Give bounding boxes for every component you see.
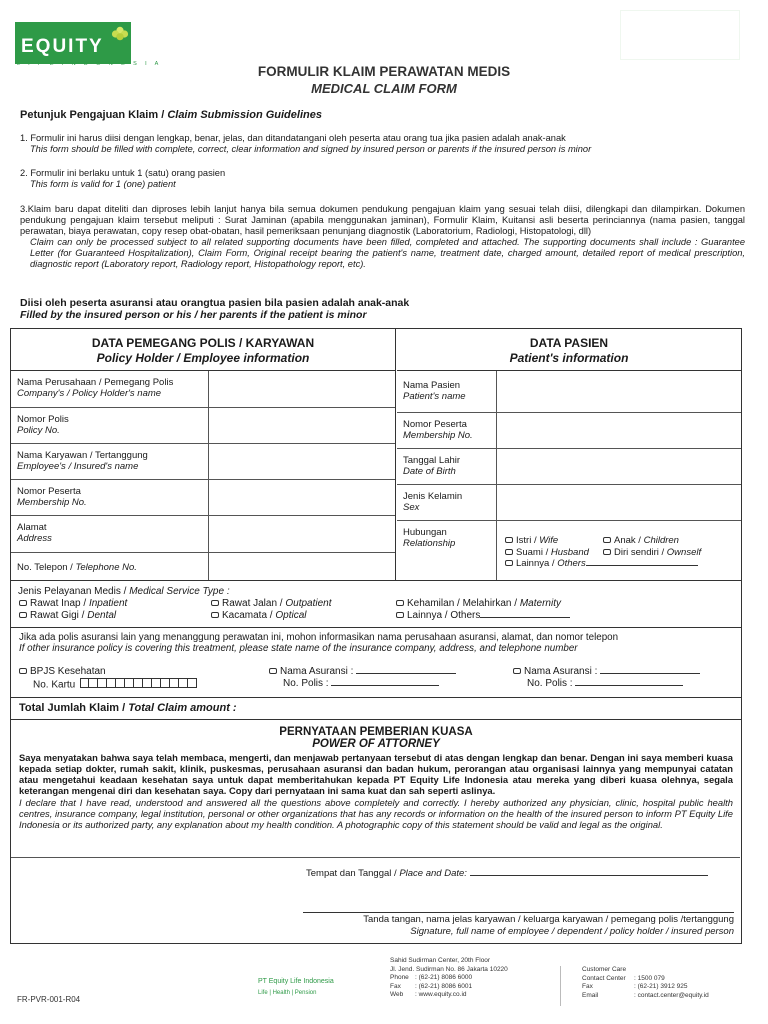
guideline-2: 2. Formulir ini berlaku untuk 1 (satu) orang pasien This form is valid for 1 (one) patient bbox=[20, 168, 226, 189]
data-table bbox=[10, 328, 742, 581]
checkbox[interactable] bbox=[505, 537, 513, 543]
service-type-section: Jenis Pelayanan Medis / Medical Service Type : Rawat Inap / Inpatient Rawat Jalan / Outpatient Kehamilan / Melahirkan / Maternity Rawat Gigi / Dental Kacamata / Optical Lainnya / Others bbox=[10, 581, 742, 628]
guideline-3: 3.Klaim baru dapat diteliti dan diproses lebih lanjut hanya bila semua dokumen pendukung pengajuan klaim yang sesuai telah diisi, dilengkapi dan dilampirkan. Dokumen pendukung pengajuan klaim tersebut meliputi : Surat Jaminan (apabila menggunakan jaminan), Formulir Klaim, Kuitansi asli beserta perinciannya (nama pasien, tanggal perawatan, biaya perawatan, copy resep obat-obatan, hasil pemeriksaan penunjang diagnostik (Laboratorium, Radiologi, Histopatologi, dll) Claim can only be processed subject to all related supporting documents have been filled, completed and attached. The supporting documents shall include : Guarantee Letter (for Guaranteed Hospitalization), Claim Form, Original receipt bearing the patient's name, treatment date, charged amount, detailed report of medical prescription, diagnostic report (Laboratory report, Radiology report, Histopathology report, etc). bbox=[20, 204, 745, 269]
inpatient-option[interactable]: Rawat Inap / Inpatient bbox=[19, 598, 211, 610]
checkbox[interactable] bbox=[269, 668, 277, 674]
phone-field[interactable]: No. Telepon / Telephone No. bbox=[11, 553, 395, 580]
checkbox[interactable] bbox=[603, 549, 611, 555]
other-service-option[interactable]: Lainnya / Others bbox=[396, 610, 570, 622]
rel-husband-option[interactable]: Suami / Husband bbox=[505, 547, 603, 559]
footer-address: Sahid Sudirman Center, 20th Floor Jl. Jend. Sudirman No. 86 Jakarta 10220 Phone : (62-21) 8086 6000 Fax : (62-21) 8086 6001 Web : www.equity.co.id bbox=[390, 957, 508, 998]
signature-caption: Tanda tangan, nama jelas karyawan / keluarga karyawan / pemegang polis /tertanggung Signature, full name of employee / dependent / policy holder / insured person bbox=[363, 914, 734, 937]
patient-name-field[interactable]: Nama Pasien Patient's name bbox=[397, 371, 741, 413]
insurer-1[interactable]: Nama Asuransi : No. Polis : bbox=[269, 666, 456, 690]
footer-tagline: Life | Health | Pension bbox=[258, 990, 317, 996]
checkbox[interactable] bbox=[19, 612, 27, 618]
employee-name-field[interactable]: Nama Karyawan / Tertanggung Employee's / Insured's name bbox=[11, 444, 395, 480]
checkbox[interactable] bbox=[211, 600, 219, 606]
form-title: FORMULIR KLAIM PERAWATAN MEDIS bbox=[257, 64, 511, 79]
policy-holder-section bbox=[11, 329, 396, 580]
sex-field[interactable]: Jenis Kelamin Sex bbox=[397, 485, 741, 521]
footer-customer-care: Customer Care Contact Center : 1500 079 Fax : (62-21) 3912 925 Email : contact.center@equity.id bbox=[582, 966, 709, 999]
checkbox[interactable] bbox=[513, 668, 521, 674]
insurer-2[interactable]: Nama Asuransi : No. Polis : bbox=[513, 666, 700, 690]
logo-subtitle: L I F E I N D O N E S I A bbox=[17, 61, 162, 67]
checkbox[interactable] bbox=[505, 560, 513, 566]
rel-children-option[interactable]: Anak / Children bbox=[603, 535, 679, 546]
checkbox[interactable] bbox=[603, 537, 611, 543]
leaf-icon bbox=[111, 25, 129, 43]
relationship-field: Hubungan Relationship Istri / Wife Anak / Children Suami / Husband Diri sendiri / Ownself Lainnya / Others bbox=[397, 521, 741, 580]
guideline-1: 1. Formulir ini harus diisi dengan lengkap, benar, jelas, dan ditandatangani oleh peserta atau orang tua jika pasien adalah anak-anak This form should be filled with complete, correct, clear information and signed by insured person or parents if the insured person is minor bbox=[20, 133, 592, 154]
checkbox[interactable] bbox=[505, 549, 513, 555]
dental-option[interactable]: Rawat Gigi / Dental bbox=[19, 610, 211, 622]
footer-email-link: : contact.center@equity.id bbox=[634, 991, 709, 999]
maternity-option[interactable]: Kehamilan / Melahirkan / Maternity bbox=[396, 598, 561, 610]
patient-header: DATA PASIEN Patient's information bbox=[397, 329, 741, 371]
patient-membership-field[interactable]: Nomor Peserta Membership No. bbox=[397, 413, 741, 449]
policy-holder-header: DATA PEMEGANG POLIS / KARYAWAN Policy Holder / Employee information bbox=[11, 329, 395, 371]
policy-number-field[interactable]: Nomor Polis Policy No. bbox=[11, 408, 395, 444]
total-claim-field[interactable]: Total Jumlah Klaim / Total Claim amount : bbox=[10, 698, 742, 720]
equity-logo bbox=[15, 22, 131, 64]
logo-brand: EQUITY bbox=[21, 36, 104, 57]
relationship-options bbox=[505, 535, 701, 570]
signature-line[interactable] bbox=[303, 912, 734, 913]
checkbox[interactable] bbox=[19, 600, 27, 606]
checkbox[interactable] bbox=[396, 600, 404, 606]
bpjs-option[interactable]: BPJS Kesehatan No. Kartu bbox=[19, 666, 197, 692]
membership-number-field[interactable]: Nomor Peserta Membership No. bbox=[11, 480, 395, 516]
date-of-birth-field[interactable]: Tanggal Lahir Date of Birth bbox=[397, 449, 741, 485]
checkbox[interactable] bbox=[19, 668, 27, 674]
rel-ownself-option[interactable]: Diri sendiri / Ownself bbox=[603, 547, 701, 558]
footer-website-link: : www.equity.co.id bbox=[415, 991, 467, 998]
place-date-field[interactable]: Tempat dan Tanggal / Place and Date: bbox=[306, 868, 708, 879]
rel-others-option[interactable]: Lainnya / Others bbox=[505, 558, 701, 570]
form-title-en: MEDICAL CLAIM FORM bbox=[311, 81, 457, 96]
other-insurance-section: Jika ada polis asuransi lain yang menanggung perawatan ini, mohon informasikan nama perusahaan asuransi, alamat, dan nomor telepon If other insurance policy is covering this treatment, please state name of the insurance company, address, and telephone number BPJS Kesehatan No. Kartu Nama Asuransi : No. Polis : Nama Asuransi : No. Polis : bbox=[10, 628, 742, 698]
outpatient-option[interactable]: Rawat Jalan / Outpatient bbox=[211, 598, 396, 610]
footer-company: PT Equity Life Indonesia bbox=[258, 978, 334, 985]
company-name-field[interactable]: Nama Perusahaan / Pemegang Polis Company's / Policy Holder's name bbox=[11, 371, 395, 408]
rel-wife-option[interactable]: Istri / Wife bbox=[505, 535, 603, 547]
form-code: FR-PVR-001-R04 bbox=[17, 995, 81, 1004]
card-number-boxes[interactable] bbox=[80, 678, 197, 692]
filled-by-note: Diisi oleh peserta asuransi atau orangtua pasien bila pasien adalah anak-anak Filled by the insured person or his / her parents if the patient is minor bbox=[20, 297, 410, 321]
address-field[interactable]: Alamat Address bbox=[11, 516, 395, 553]
watermark-stamp bbox=[620, 10, 740, 60]
optical-option[interactable]: Kacamata / Optical bbox=[211, 610, 396, 622]
guidelines-heading: Petunjuk Pengajuan Klaim / Claim Submission Guidelines bbox=[20, 109, 322, 121]
checkbox[interactable] bbox=[211, 612, 219, 618]
power-of-attorney-section: PERNYATAAN PEMBERIAN KUASA POWER OF ATTORNEY Saya menyatakan bahwa saya telah membaca, mengerti, dan menjawab pertanyaan tersebut di atas dengan lengkap dan benar. Dengan ini saya memberi kuasa kepada setiap dokter, rumah sakit, klinik, puskesmas, perusahaan asuransi dan badan hukum, perorangan atau organisasi lainnya yang mempunyai catatan atau mengetahui keadaan kesehatan saya untuk dapat memberitahukan kepada PT Equity Life Indonesia atau mereka yang diberi kuasa olehnya, segala keterangan mengenai diri dan kesehatan saya. Copy dari pernyataan ini sama kuat dan sah seperti aslinya. I declare that I have read, understood and answered all the questions above completely and correctly. I hereby authorized any physician, clinic, hospital public health centres, insurance company, legal institution, personal or other organizations that has any records or information on the health of the insured person to inform PT Equity Life Indonesia or its authorized party, any explanation about my health condition. A photographic copy of this statement should be valid and legal as the original. Tempat dan Tanggal / Place and Date: Tanda tangan, nama jelas karyawan / keluarga karyawan / pemegang polis /tertanggung Signature, full name of employee / dependent / policy holder / insured person bbox=[10, 720, 742, 944]
checkbox[interactable] bbox=[396, 612, 404, 618]
